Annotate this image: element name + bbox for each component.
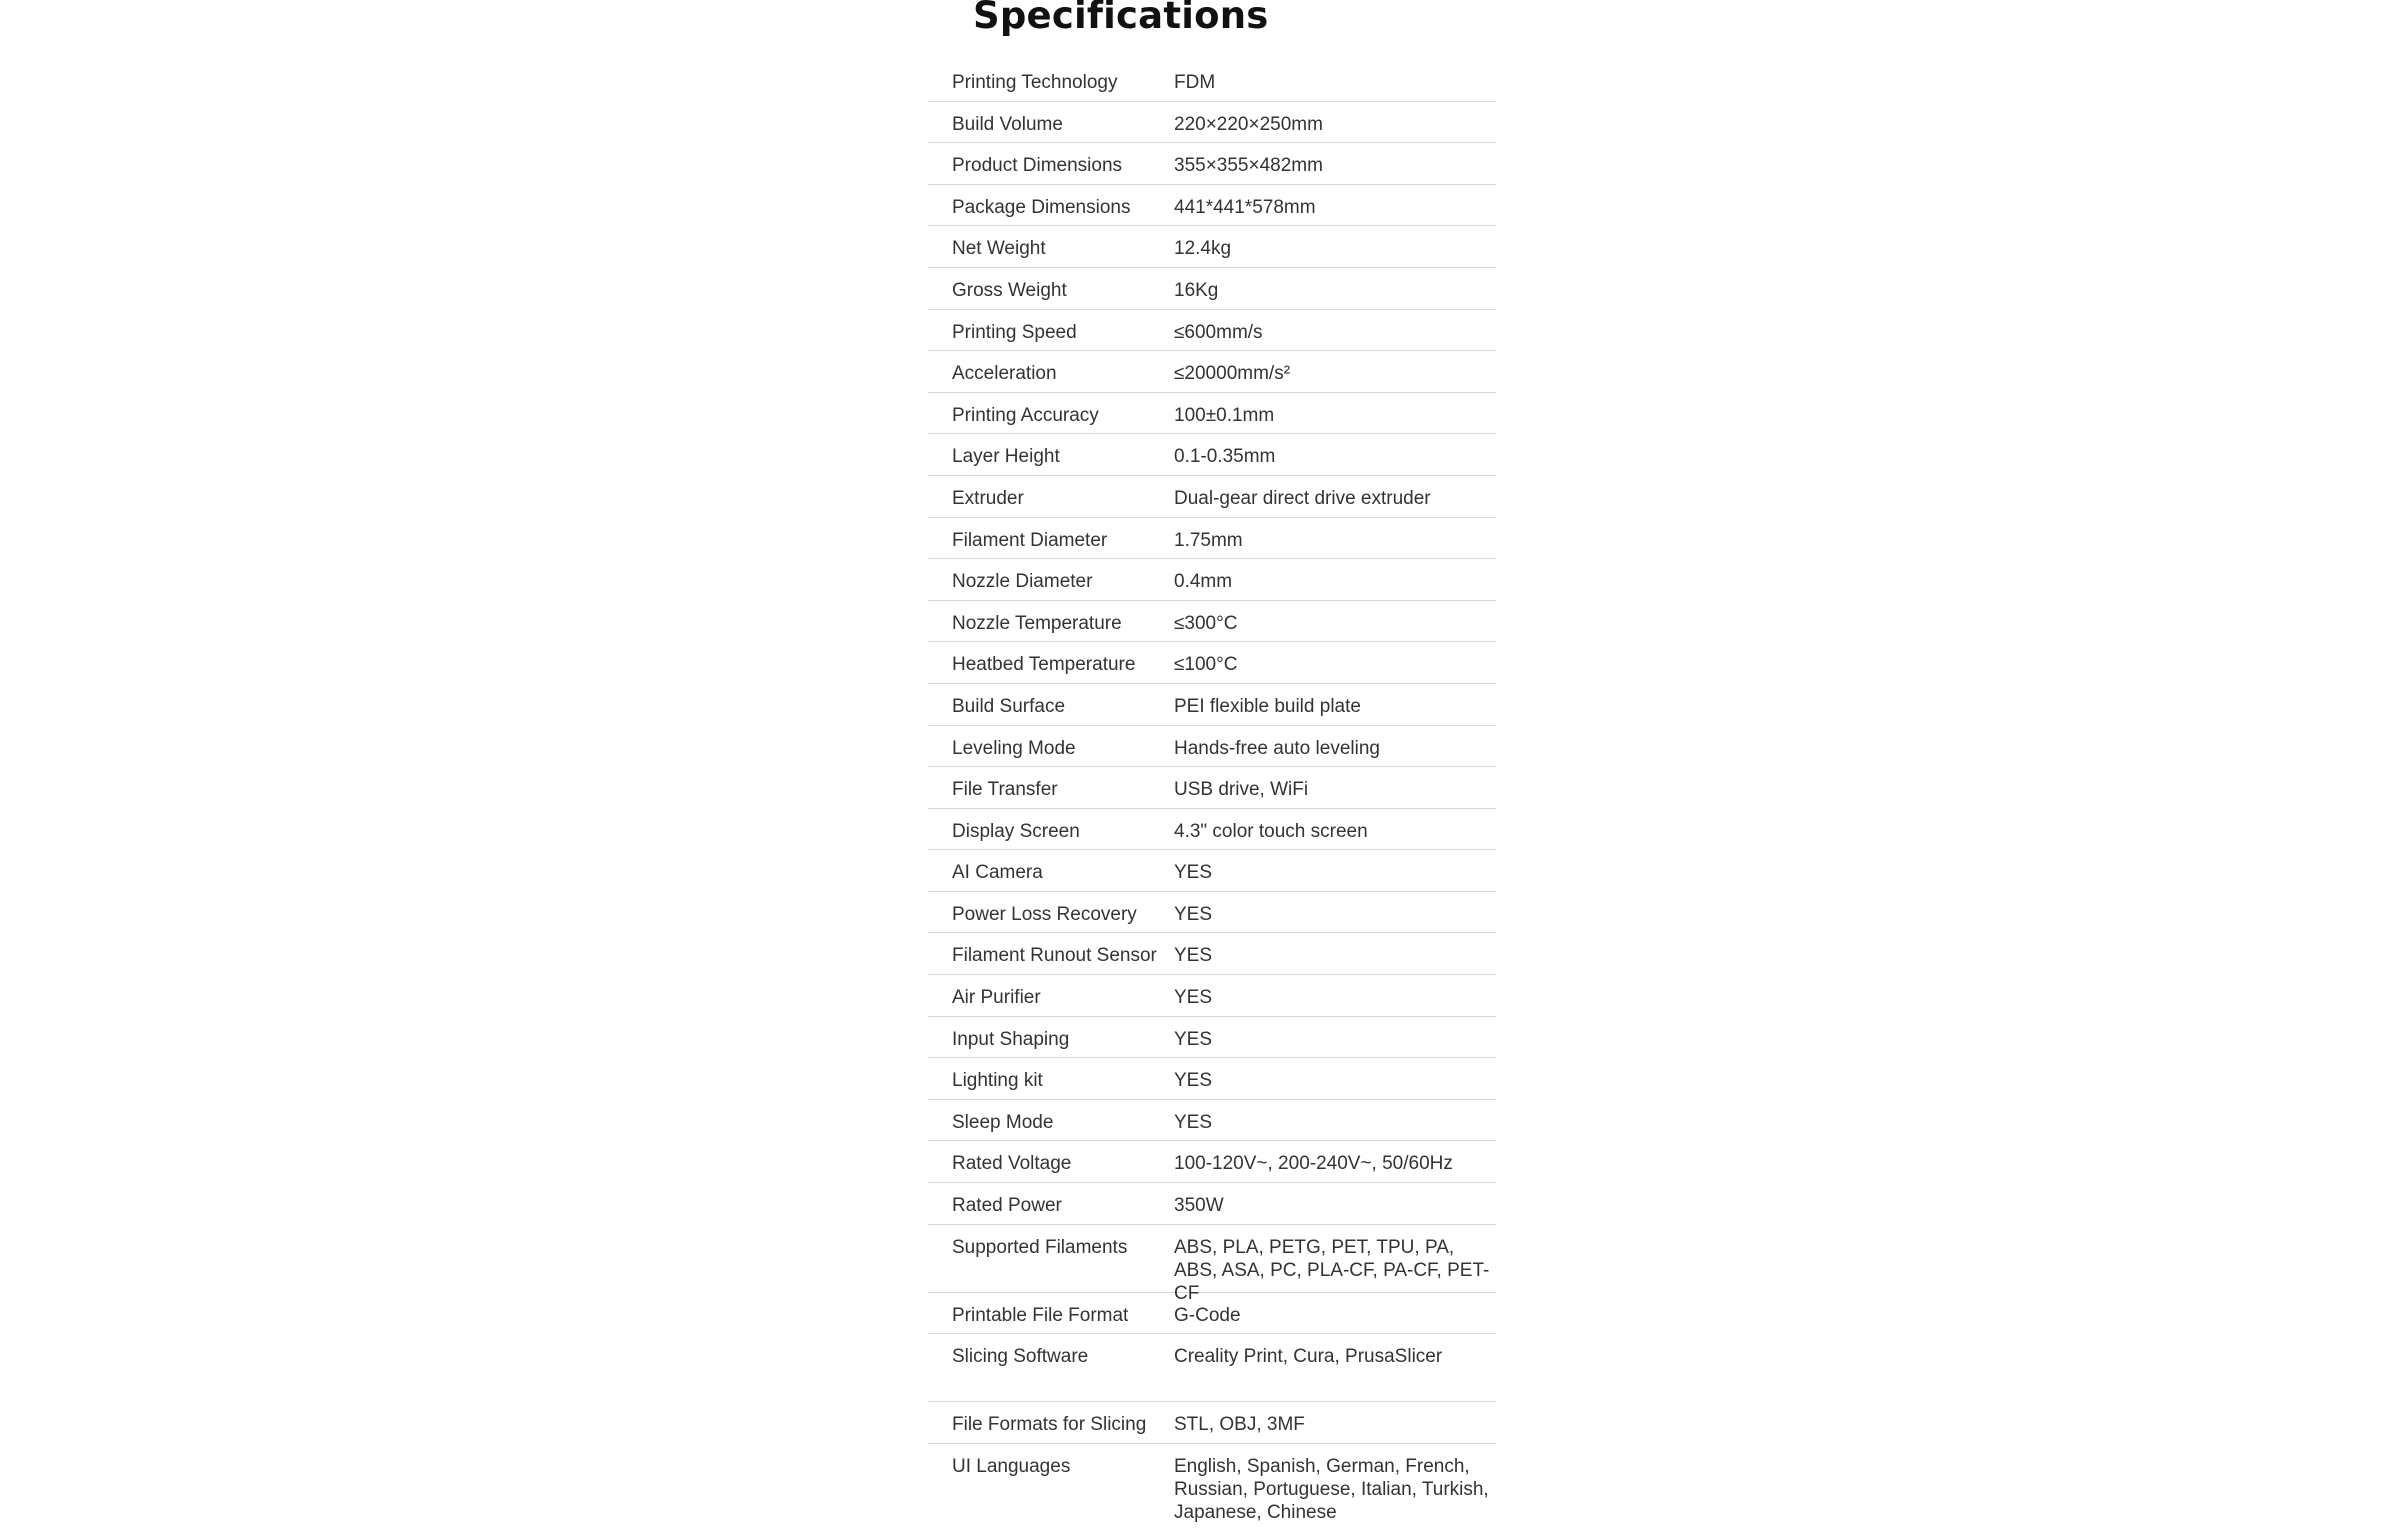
spec-row-printing-technology [928,60,1496,102]
spec-row-nozzle-diameter [928,559,1496,601]
spec-label: Leveling Mode [952,737,1076,759]
spec-label: Printing Accuracy [952,404,1099,426]
spec-value: 12.4kg [1174,238,1232,260]
spec-label: Layer Height [952,446,1060,468]
spec-row-nozzle-temperature [928,601,1496,643]
spec-value: 0.4mm [1174,571,1233,593]
spec-row-build-surface [928,684,1496,726]
spec-label: UI Languages [952,1455,1071,1477]
spec-value: English, Spanish, German, French, Russian, Portuguese, Italian, Turkish, Japanese, Chinese [1174,1455,1489,1523]
spec-row-slicing-software [928,1334,1496,1402]
spec-label: Power Loss Recovery [952,903,1137,925]
specifications-table [928,60,1496,1534]
spec-value: YES [1174,1028,1213,1050]
spec-row-display-screen [928,809,1496,851]
spec-row-file-formats-for-slicing [928,1402,1496,1444]
spec-row-lighting-kit [928,1058,1496,1100]
spec-label: Nozzle Diameter [952,571,1093,593]
spec-value: YES [1174,987,1213,1009]
spec-value: YES [1174,1111,1213,1133]
spec-row-supported-filaments [928,1225,1496,1304]
spec-value: G-Code [1174,1304,1241,1326]
spec-row-leveling-mode [928,726,1496,768]
spec-row-power-loss-recovery [928,892,1496,934]
spec-value: ≤100°C [1174,654,1238,676]
spec-value: Creality Print, Cura, PrusaSlicer [1174,1346,1443,1368]
spec-label: Air Purifier [952,987,1041,1009]
spec-label: AI Camera [952,862,1043,884]
spec-row-extruder [928,476,1496,518]
spec-row-ai-camera [928,850,1496,892]
spec-row-air-purifier [928,975,1496,1017]
spec-row-acceleration [928,351,1496,393]
spec-value: 355×355×482mm [1174,155,1323,177]
spec-row-build-volume [928,102,1496,144]
spec-row-sleep-mode [928,1100,1496,1142]
spec-label: Printing Technology [952,72,1118,93]
spec-row-rated-power [928,1183,1496,1225]
spec-row-layer-height [928,434,1496,476]
spec-value: YES [1174,903,1213,925]
spec-value: 350W [1174,1195,1224,1217]
spec-label: Rated Voltage [952,1153,1072,1175]
spec-value: ≤300°C [1174,612,1238,634]
spec-row-product-dimensions [928,143,1496,185]
spec-value: USB drive, WiFi [1174,779,1309,801]
spec-row-gross-weight [928,268,1496,310]
spec-value: Dual-gear direct drive extruder [1174,487,1431,509]
spec-value: 100-120V~, 200-240V~, 50/60Hz [1174,1153,1453,1175]
spec-value: 220×220×250mm [1174,113,1323,135]
spec-label: Lighting kit [952,1070,1043,1092]
spec-value: YES [1174,862,1213,884]
spec-label: Build Volume [952,113,1063,135]
spec-label: Supported Filaments [952,1236,1128,1258]
spec-row-file-transfer [928,767,1496,809]
spec-label: File Transfer [952,779,1058,801]
spec-label: Build Surface [952,695,1066,717]
spec-value: YES [1174,1070,1213,1092]
spec-label: Filament Runout Sensor [952,945,1157,967]
page-title: Specifications [973,0,1269,37]
spec-label: Net Weight [952,238,1046,260]
spec-value: PEI flexible build plate [1174,695,1361,717]
spec-value: 4.3" color touch screen [1174,820,1368,842]
spec-label: Heatbed Temperature [952,654,1136,676]
spec-label: Input Shaping [952,1028,1070,1050]
spec-label: Product Dimensions [952,155,1123,177]
spec-label: Filament Diameter [952,529,1108,551]
spec-value: ABS, PLA, PETG, PET, TPU, PA, ABS, ASA, PC, PLA-CF, PA-CF, PET-CF [1174,1236,1490,1304]
spec-row-filament-runout-sensor [928,933,1496,975]
spec-label: Package Dimensions [952,196,1131,218]
spec-label: Sleep Mode [952,1111,1054,1133]
spec-value: 0.1-0.35mm [1174,446,1276,468]
spec-label: Nozzle Temperature [952,612,1122,634]
spec-value: 100±0.1mm [1174,404,1275,426]
spec-row-input-shaping [928,1017,1496,1059]
spec-label: Acceleration [952,363,1057,385]
spec-row-package-dimensions [928,185,1496,227]
spec-label: Printing Speed [952,321,1077,343]
spec-label: Slicing Software [952,1346,1089,1368]
spec-value: STL, OBJ, 3MF [1174,1414,1305,1436]
spec-row-heatbed-temperature [928,642,1496,684]
spec-value: ≤600mm/s [1174,321,1263,343]
spec-row-filament-diameter [928,518,1496,560]
spec-value: YES [1174,945,1213,967]
spec-value: 16Kg [1174,279,1219,301]
spec-label: File Formats for Slicing [952,1414,1147,1436]
spec-row-printing-accuracy [928,393,1496,435]
spec-row-net-weight [928,226,1496,268]
spec-label: Rated Power [952,1195,1062,1217]
spec-value: 441*441*578mm [1174,196,1316,218]
spec-row-rated-voltage [928,1141,1496,1183]
spec-label: Gross Weight [952,279,1067,301]
spec-value: ≤20000mm/s² [1174,363,1291,385]
spec-label: Display Screen [952,820,1080,842]
spec-value: Hands-free auto leveling [1174,737,1380,759]
spec-label: Printable File Format [952,1304,1129,1326]
spec-value: 1.75mm [1174,529,1243,551]
spec-row-ui-languages [928,1444,1496,1534]
spec-value: FDM [1174,72,1216,93]
spec-label: Extruder [952,487,1024,509]
spec-row-printing-speed [928,310,1496,352]
